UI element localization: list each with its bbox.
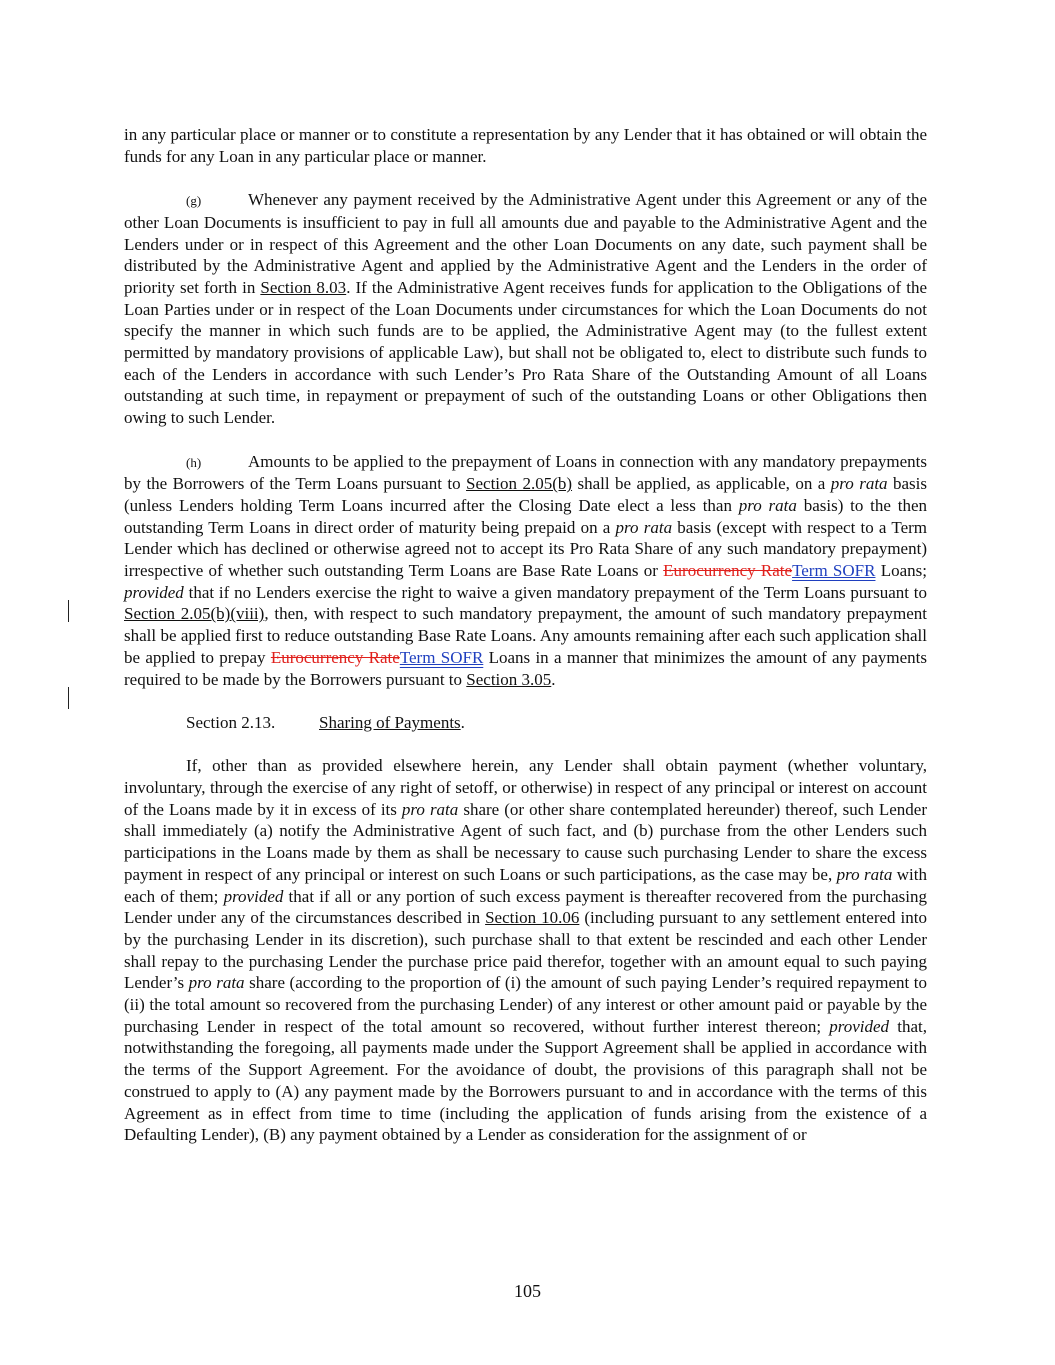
change-bar-2 (68, 687, 69, 709)
page-number: 105 (514, 1281, 541, 1301)
section-number: Section 2.13. (186, 712, 276, 732)
section-title: Sharing of Payments (319, 712, 461, 732)
paragraph-sharing-of-payments: If, other than as provided elsewhere herein, any Lender shall obtain payment (whether voluntary, involuntary, through the exercise of any right of setoff, or otherwise) in respect of any principal or interest on account of the Loans made by it in excess of its pro rata share (or other share contemplated hereunder) thereof, such Lender shall immediately (a) notify the Administrative Agent of such fact, and (b) purchase from the other Lenders such participations in the Loans made by them as shall be necessary to cause such purchasing Lender to share the excess payment in respect of any principal or interest on such Loans or such participations, as the case may be, pro rata with each of them; provided that if all or any portion of such excess payment is thereafter recovered from the purchasing Lender under any of the circumstances described in Section 10.06 (including pursuant to any settlement entered into by the purchasing Lender in its discretion), such purchase shall to that extent be rescinded and each other Lender shall repay to the purchasing Lender the purchase price paid therefor, together with an amount equal to such paying Lender’s pro rata share (according to the proportion of (i) the amount of such paying Lender’s required repayment to (ii) the total amount so recovered from the purchasing Lender) of any interest or other amount paid or payable by the purchasing Lender in respect of the total amount so recovered, without further interest thereon; provided that, notwithstanding the foregoing, all payments made under the Support Agreement shall be applied in accordance with the terms of the Support Agreement. For the avoidance of doubt, the provisions of this paragraph shall not be construed to apply to (A) any payment made by the Borrowers pursuant to and in accordance with the terms of this Agreement as in effect from time to time (including the application of funds arising from the existence of a Defaulting Lender), (B) any payment obtained by a Lender as consideration for the assignment of or (124, 756, 928, 1145)
document-page (124, 124, 927, 1168)
clause-marker-h: (h) (186, 454, 202, 470)
clause-marker-g: (g) (186, 193, 202, 209)
deleted-text: Eurocurrency Rate (270, 647, 400, 667)
section-ref-2-05b-viii[interactable]: Section 2.05(b)(viii) (124, 604, 265, 624)
inserted-text: Term SOFR (399, 647, 484, 667)
paragraph-g: (g) Whenever any payment received by the Administrative Agent under this Agreement or any of the other Loan Documents is insufficient to pay in full all amounts due and payable to the Administrative Agent and the Lenders under or in respect of this Agreement and the other Loan Documents on any date, such payment shall be distributed by the Administrative Agent and applied by the Administrative Agent and the Lenders in the order of priority set forth in Section 8.03. If the Administrative Agent receives funds for application to the Obligations of the Loan Parties under or in respect of the Loan Documents under circumstances for which the Loan Documents do not specify the manner in which such funds are to be applied, the Administrative Agent may (to the fullest extent permitted by mandatory provisions of applicable Law), but shall not be obligated to, elect to distribute such funds to each of the Lenders in accordance with such Lender’s Pro Rata Share of the Outstanding Amount of all Loans outstanding at such time, in repayment or prepayment of such of the outstanding Loans or other Obligations then owing to such Lender. (124, 190, 927, 428)
change-bar-1 (68, 600, 69, 622)
section-ref-3-05[interactable]: Section 3.05 (466, 669, 552, 689)
section-ref-10-06[interactable]: Section 10.06 (485, 908, 580, 928)
deleted-text: Eurocurrency Rate (663, 561, 793, 581)
paragraph-h: (h) Amounts to be applied to the prepayment of Loans in connection with any mandatory prepayments by the Borrowers of the Term Loans pursuant to Section 2.05(b) shall be applied, as applicable, on a pro rata basis (unless Lenders holding Term Loans incurred after the Closing Date elect a less than pro rata basis) to the then outstanding Term Loans in direct order of maturity being prepaid on a pro rata basis (except with respect to a Term Lender which has declined or otherwise agreed not to accept its Pro Rata Share of any such mandatory prepayment) irrespective of whether such outstanding Term Loans are Base Rate Loans or Eurocurrency RateTerm SOFR Loans; provided that if no Lenders exercise the right to waive a given mandatory prepayment of the Term Loans pursuant to Section 2.05(b)(viii), then, with respect to such mandatory prepayment, the amount of such mandatory prepayment shall be applied first to reduce outstanding Base Rate Loans. Any amounts remaining after each such application shall be applied to prepay Eurocurrency RateTerm SOFR Loans in a manner that minimizes the amount of any payments required to be made by the Borrowers pursuant to Section 3.05. (124, 451, 928, 689)
section-heading: Section 2.13. Sharing of Payments. (186, 712, 465, 732)
inserted-text: Term SOFR (792, 561, 876, 581)
section-ref-8-03[interactable]: Section 8.03 (260, 277, 347, 297)
section-ref-2-05b[interactable]: Section 2.05(b) (466, 474, 573, 494)
paragraph-continuation: in any particular place or manner or to constitute a representation by any Lender that it has obtained or will obtain the funds for any Loan in any particular place or manner. (124, 125, 927, 166)
